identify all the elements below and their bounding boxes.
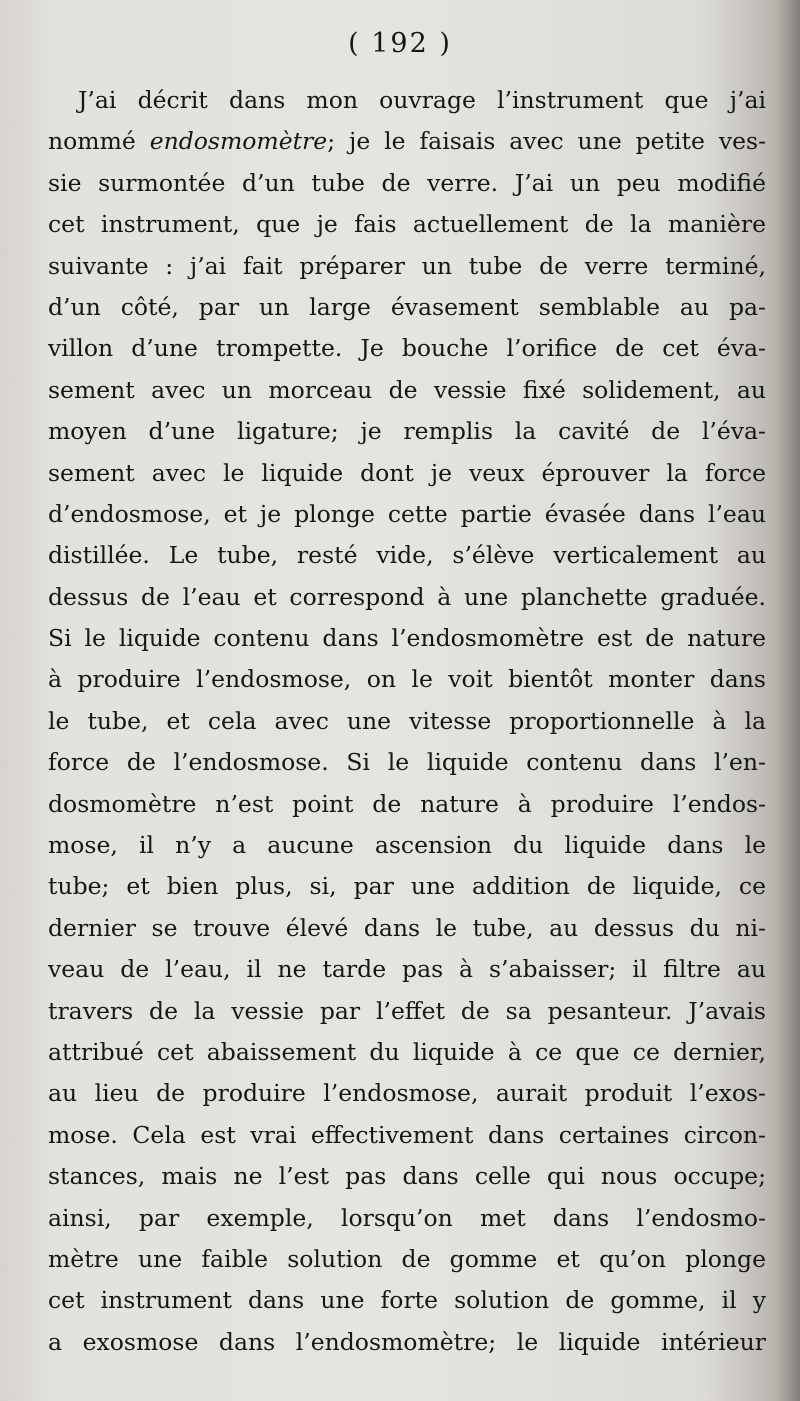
text-line: sement avec le liquide dont je veux éprouver la force bbox=[48, 458, 766, 487]
text-line: d’endosmose, et je plonge cette partie évasée dans l’eau bbox=[48, 499, 766, 528]
text-line: le tube, et cela avec une vitesse proportionnelle à la bbox=[48, 706, 766, 735]
text-line: mose. Cela est vrai effectivement dans certaines circon- bbox=[48, 1120, 766, 1149]
text-line: cet instrument dans une forte solution de gomme, il y bbox=[48, 1286, 766, 1315]
text-line: dosmomètre n’est point de nature à produire l’endos- bbox=[48, 789, 766, 818]
text-line: ainsi, par exemple, lorsqu’on met dans l’endosmo- bbox=[48, 1203, 766, 1232]
text-line: villon d’une trompette. Je bouche l’orifice de cet éva- bbox=[48, 334, 766, 363]
italic-term-endosmometre: endosmomètre bbox=[149, 127, 328, 156]
text-line: veau de l’eau, il ne tarde pas à s’abaisser; il filtre au bbox=[48, 955, 766, 984]
text-line: stances, mais ne l’est pas dans celle qui nous occupe; bbox=[48, 1162, 766, 1191]
text-line: à produire l’endosmose, on le voit bientôt monter dans bbox=[48, 665, 766, 694]
text-line: travers de la vessie par l’effet de sa pesanteur. J’avais bbox=[48, 996, 766, 1025]
text-line: nommé endosmomètre; je le faisais avec une petite ves- bbox=[48, 127, 766, 156]
text-line: Si le liquide contenu dans l’endosmomètre est de nature bbox=[48, 624, 766, 653]
text-line: mètre une faible solution de gomme et qu’on plonge bbox=[48, 1244, 766, 1273]
page-edge-shadow bbox=[778, 0, 800, 1401]
text-line: moyen d’une ligature; je remplis la cavité de l’éva- bbox=[48, 417, 766, 446]
text-line: au lieu de produire l’endosmose, aurait produit l’exos- bbox=[48, 1079, 766, 1108]
text-line: dernier se trouve élevé dans le tube, au dessus du ni- bbox=[48, 913, 766, 942]
text-line: sie surmontée d’un tube de verre. J’ai un peu modifié bbox=[48, 168, 766, 197]
text-line: tube; et bien plus, si, par une addition de liquide, ce bbox=[48, 872, 766, 901]
text-line: dessus de l’eau et correspond à une planchette graduée. bbox=[48, 582, 766, 611]
text-line: sement avec un morceau de vessie fixé solidement, au bbox=[48, 375, 766, 404]
text-line: d’un côté, par un large évasement semblable au pa- bbox=[48, 292, 766, 321]
text-line: force de l’endosmose. Si le liquide contenu dans l’en- bbox=[48, 748, 766, 777]
text-line: cet instrument, que je fais actuellement de la manière bbox=[48, 210, 766, 239]
text-line: attribué cet abaissement du liquide à ce que ce dernier, bbox=[48, 1037, 766, 1066]
text-line: distillée. Le tube, resté vide, s’élève verticalement au bbox=[48, 541, 766, 570]
text-line: J’ai décrit dans mon ouvrage l’instrument que j’ai bbox=[78, 86, 766, 114]
body-paragraph bbox=[48, 80, 766, 1363]
text-line: suivante : j’ai fait préparer un tube de verre terminé, bbox=[48, 251, 766, 280]
text-line: a exosmose dans l’endosmomètre; le liquide intérieur bbox=[48, 1327, 766, 1356]
page-number: ( 192 ) bbox=[348, 28, 452, 59]
text-line: mose, il n’y a aucune ascension du liquide dans le bbox=[48, 831, 766, 860]
